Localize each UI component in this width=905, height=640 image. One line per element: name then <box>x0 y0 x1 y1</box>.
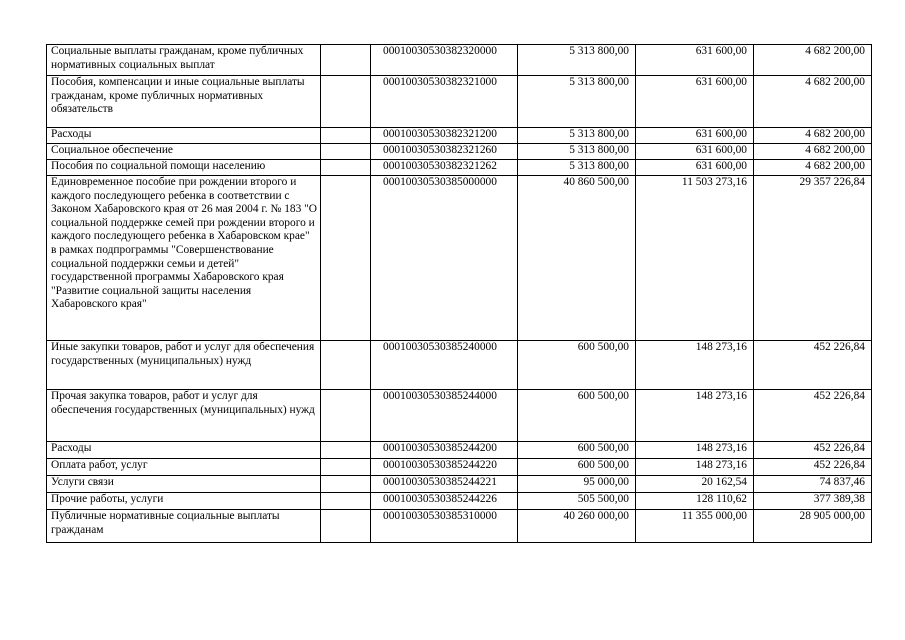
row-code: 00010030530382321000 <box>371 76 518 128</box>
table-row <box>47 144 872 160</box>
empty-cell <box>321 390 371 442</box>
row-code: 00010030530385240000 <box>371 341 518 390</box>
row-name: Социальные выплаты гражданам, кроме публичных нормативных социальных выплат <box>47 45 321 76</box>
row-approved: 95 000,00 <box>518 476 636 493</box>
row-name: Публичные нормативные социальные выплаты гражданам <box>47 510 321 543</box>
row-approved: 40 860 500,00 <box>518 176 636 341</box>
row-remaining: 4 682 200,00 <box>754 45 872 76</box>
table-row <box>47 45 872 76</box>
row-remaining: 452 226,84 <box>754 442 872 459</box>
row-executed: 20 162,54 <box>636 476 754 493</box>
table-row <box>47 160 872 176</box>
row-code: 00010030530385244226 <box>371 493 518 510</box>
row-approved: 5 313 800,00 <box>518 128 636 144</box>
row-remaining: 4 682 200,00 <box>754 76 872 128</box>
row-executed: 148 273,16 <box>636 459 754 476</box>
row-remaining: 28 905 000,00 <box>754 510 872 543</box>
empty-cell <box>321 442 371 459</box>
row-approved: 505 500,00 <box>518 493 636 510</box>
row-executed: 148 273,16 <box>636 390 754 442</box>
table-row <box>47 459 872 476</box>
empty-cell <box>321 160 371 176</box>
row-executed: 631 600,00 <box>636 128 754 144</box>
row-name: Пособия по социальной помощи населению <box>47 160 321 176</box>
row-name: Пособия, компенсации и иные социальные выплаты гражданам, кроме публичных нормативных обязательств <box>47 76 321 128</box>
table-row <box>47 128 872 144</box>
row-approved: 600 500,00 <box>518 442 636 459</box>
row-code: 00010030530385244200 <box>371 442 518 459</box>
table-row <box>47 341 872 390</box>
table-row <box>47 390 872 442</box>
table-row <box>47 476 872 493</box>
table-row <box>47 76 872 128</box>
row-remaining: 452 226,84 <box>754 390 872 442</box>
row-remaining: 4 682 200,00 <box>754 160 872 176</box>
row-code: 00010030530382321262 <box>371 160 518 176</box>
row-name: Расходы <box>47 128 321 144</box>
empty-cell <box>321 176 371 341</box>
empty-cell <box>321 45 371 76</box>
row-remaining: 377 389,38 <box>754 493 872 510</box>
empty-cell <box>321 493 371 510</box>
row-name: Прочие работы, услуги <box>47 493 321 510</box>
empty-cell <box>321 459 371 476</box>
row-executed: 631 600,00 <box>636 144 754 160</box>
row-name: Единовременное пособие при рождении второго и каждого последующего ребенка в соответствии с Законом Хабаровского края от 26 мая 2004 г. № 183 "О социальной поддержке семей при рождении второго и каждого последующего ребенка в Хабаровском крае" в рамках подпрограммы "Совершенствование социальной поддержки семьи и детей" государственной программы Хабаровского края "Развитие социальной защиты населения Хабаровского края" <box>47 176 321 341</box>
row-name: Социальное обеспечение <box>47 144 321 160</box>
row-name: Иные закупки товаров, работ и услуг для обеспечения государственных (муниципальных) нужд <box>47 341 321 390</box>
table-row <box>47 442 872 459</box>
empty-cell <box>321 76 371 128</box>
row-approved: 600 500,00 <box>518 390 636 442</box>
row-executed: 148 273,16 <box>636 341 754 390</box>
row-remaining: 29 357 226,84 <box>754 176 872 341</box>
row-approved: 5 313 800,00 <box>518 144 636 160</box>
row-name: Расходы <box>47 442 321 459</box>
row-approved: 5 313 800,00 <box>518 76 636 128</box>
row-executed: 128 110,62 <box>636 493 754 510</box>
row-code: 00010030530382321260 <box>371 144 518 160</box>
empty-cell <box>321 476 371 493</box>
row-approved: 5 313 800,00 <box>518 45 636 76</box>
row-executed: 148 273,16 <box>636 442 754 459</box>
row-code: 00010030530385244221 <box>371 476 518 493</box>
table-row <box>47 176 872 341</box>
row-approved: 600 500,00 <box>518 341 636 390</box>
row-approved: 600 500,00 <box>518 459 636 476</box>
row-code: 00010030530382321200 <box>371 128 518 144</box>
table-row <box>47 510 872 543</box>
row-code: 00010030530385244000 <box>371 390 518 442</box>
row-code: 00010030530382320000 <box>371 45 518 76</box>
row-executed: 11 355 000,00 <box>636 510 754 543</box>
row-remaining: 74 837,46 <box>754 476 872 493</box>
row-executed: 631 600,00 <box>636 160 754 176</box>
row-approved: 5 313 800,00 <box>518 160 636 176</box>
empty-cell <box>321 341 371 390</box>
row-approved: 40 260 000,00 <box>518 510 636 543</box>
row-code: 00010030530385310000 <box>371 510 518 543</box>
empty-cell <box>321 510 371 543</box>
row-name: Оплата работ, услуг <box>47 459 321 476</box>
budget-execution-table <box>46 44 872 543</box>
row-remaining: 4 682 200,00 <box>754 128 872 144</box>
row-executed: 631 600,00 <box>636 76 754 128</box>
table-row <box>47 493 872 510</box>
row-executed: 11 503 273,16 <box>636 176 754 341</box>
empty-cell <box>321 144 371 160</box>
row-remaining: 4 682 200,00 <box>754 144 872 160</box>
row-code: 00010030530385244220 <box>371 459 518 476</box>
row-name: Услуги связи <box>47 476 321 493</box>
row-remaining: 452 226,84 <box>754 459 872 476</box>
row-name: Прочая закупка товаров, работ и услуг для обеспечения государственных (муниципальных) нужд <box>47 390 321 442</box>
row-executed: 631 600,00 <box>636 45 754 76</box>
empty-cell <box>321 128 371 144</box>
row-remaining: 452 226,84 <box>754 341 872 390</box>
row-code: 00010030530385000000 <box>371 176 518 341</box>
